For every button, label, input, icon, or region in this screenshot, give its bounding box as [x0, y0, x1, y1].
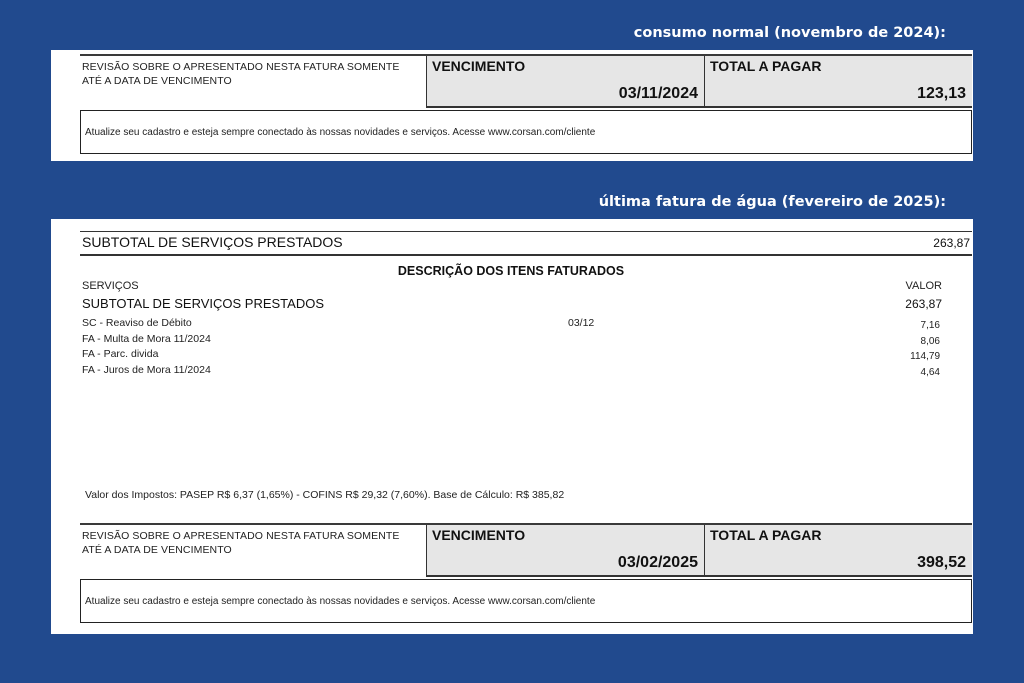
vencimento-label: VENCIMENTO — [432, 58, 526, 74]
vencimento-box — [426, 525, 705, 577]
list-item — [82, 333, 940, 349]
subtotal-bar — [80, 231, 972, 256]
item-value: 114,79 — [910, 351, 940, 362]
total-value: 398,52 — [917, 554, 966, 571]
item-value: 7,16 — [920, 320, 940, 331]
billed-items-list — [82, 317, 940, 379]
bill-excerpt-february-2025 — [51, 219, 973, 634]
update-message: Atualize seu cadastro e esteja sempre conectado às nossas novidades e serviços. Acesse www.corsan.com/cliente — [80, 110, 972, 154]
footer-top-row — [80, 523, 972, 579]
total-value: 123,13 — [917, 85, 966, 102]
total-label: TOTAL A PAGAR — [710, 58, 822, 74]
vencimento-label: VENCIMENTO — [432, 527, 526, 543]
subtotal-label: SUBTOTAL DE SERVIÇOS PRESTADOS — [82, 234, 343, 250]
item-reference: 03/12 — [568, 317, 595, 329]
column-header-valor: VALOR — [905, 280, 942, 292]
column-header-servicos: SERVIÇOS — [82, 280, 139, 292]
footer-top-row — [80, 54, 972, 110]
description-title: DESCRIÇÃO DOS ITENS FATURADOS — [397, 264, 625, 278]
list-item — [82, 317, 940, 333]
item-value: 8,06 — [920, 335, 940, 347]
subtotal-value: 263,87 — [933, 236, 970, 250]
revisao-line-1: REVISÃO SOBRE O APRESENTADO NESTA FATURA SOMENTE — [82, 61, 400, 73]
taxes-line: Valor dos Impostos: PASEP R$ 6,37 (1,65%) - COFINS R$ 29,32 (7,60%). Base de Cálculo: R$ 385,82 — [85, 489, 565, 501]
revisao-line-1: REVISÃO SOBRE O APRESENTADO NESTA FATURA SOMENTE — [82, 530, 400, 542]
total-box — [705, 525, 972, 577]
bill-footer — [80, 523, 972, 623]
bill-excerpt-november-2024 — [51, 50, 973, 161]
total-box — [705, 56, 972, 108]
list-item — [82, 364, 940, 380]
item-name: FA - Juros de Mora 11/2024 — [82, 363, 211, 376]
revisao-line-2: ATÉ A DATA DE VENCIMENTO — [82, 75, 232, 87]
item-value: 4,64 — [920, 366, 940, 378]
update-message: Atualize seu cadastro e esteja sempre conectado às nossas novidades e serviços. Acesse www.corsan.com/cliente — [80, 579, 972, 623]
bill-footer — [80, 54, 972, 154]
list-item — [82, 348, 940, 364]
total-label: TOTAL A PAGAR — [710, 527, 822, 543]
subtotal-services-value: 263,87 — [905, 297, 942, 311]
item-name: FA - Multa de Mora 11/2024 — [82, 332, 211, 345]
revisao-notice — [80, 56, 427, 112]
item-name: SC - Reaviso de Débito — [82, 317, 192, 329]
vencimento-value: 03/11/2024 — [618, 85, 698, 102]
vencimento-value: 03/02/2025 — [617, 554, 698, 571]
revisao-line-2: ATÉ A DATA DE VENCIMENTO — [82, 544, 232, 556]
item-name: FA - Parc. divida — [82, 348, 159, 360]
vencimento-box — [426, 56, 705, 108]
caption-november-2024: consumo normal (novembro de 2024): — [633, 25, 946, 41]
caption-february-2025: última fatura de água (fevereiro de 2025): — [598, 194, 946, 210]
subtotal-services-label: SUBTOTAL DE SERVIÇOS PRESTADOS — [82, 296, 325, 311]
revisao-notice — [80, 525, 427, 581]
